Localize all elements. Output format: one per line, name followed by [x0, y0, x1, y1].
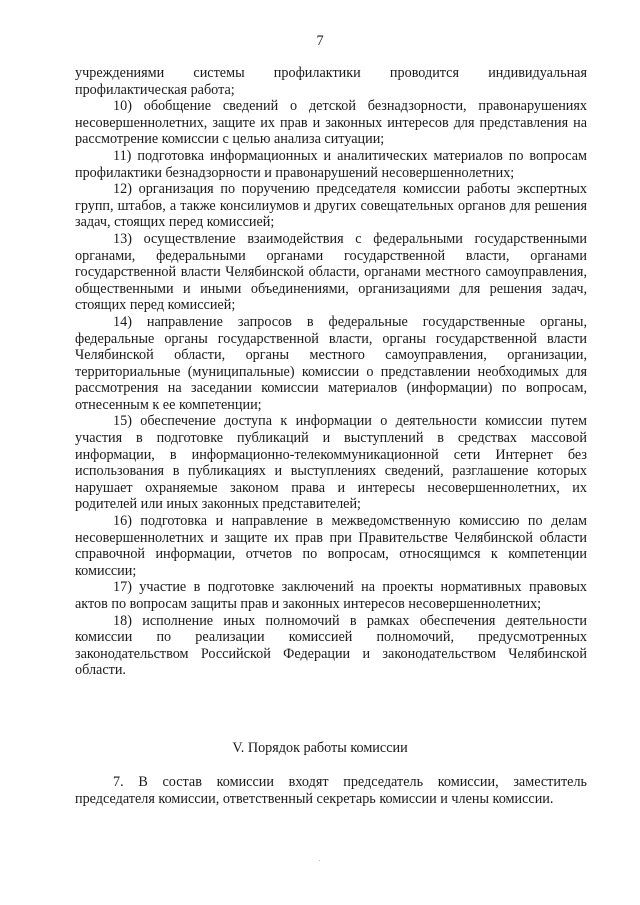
paragraph-7: 7. В состав комиссии входят председатель комиссии, заместитель председателя комиссии, ответственный секретарь комиссии и члены комиссии.	[75, 774, 587, 807]
paragraph-item-17: 17) участие в подготовке заключений на проекты нормативных правовых актов по вопросам защиты прав и законных интересов несовершеннолетних;	[75, 579, 587, 612]
paragraph-item-16: 16) подготовка и направление в межведомственную комиссию по делам несовершеннолетних и защите их прав при Правительстве Челябинской области справочной информации, отчетов по вопросам, относящимся к компетенции комиссии;	[75, 513, 587, 579]
body-text	[75, 65, 587, 679]
section-heading: V. Порядок работы комиссии	[232, 740, 408, 756]
paragraph-continuation: учреждениями системы профилактики проводится индивидуальная профилактическая работа;	[75, 65, 587, 98]
scan-speck	[319, 860, 320, 861]
paragraph-item-14: 14) направление запросов в федеральные государственные органы, федеральные органы государственной власти, органы государственной власти Челябинской области, органы местного самоуправления, организации, территориальные (муниципальные) комиссии о представлении необходимых для рассмотрения на заседании комиссии материалов (информации) по вопросам, отнесенным к ее компетенции;	[75, 313, 587, 413]
paragraph-item-18: 18) исполнение иных полномочий в рамках обеспечения деятельности комиссии по реализации комиссией полномочий, предусмотренных законодательством Российской Федерации и законодательством Челябинской области.	[75, 612, 587, 679]
paragraph-item-15: 15) обеспечение доступа к информации о деятельности комиссии путем участия в подготовке публикаций и выступлений в средствах массовой информации, в информационно-телекоммуникационной сети Интернет без использования в публикациях и выступлениях сведений, разглашение которых нарушает охраняемые законом права и интересы несовершеннолетних, их родителей или иных законных представителей;	[75, 413, 587, 513]
paragraph-item-11: 11) подготовка информационных и аналитических материалов по вопросам профилактики безнадзорности и правонарушений несовершеннолетних;	[75, 147, 587, 181]
page-number: 7	[316, 33, 324, 49]
paragraph-item-13: 13) осуществление взаимодействия с федеральными государственными органами, федеральными органами государственной власти, органами государственной власти Челябинской области, органами местного самоуправления, общественными и иными объединениями, организациями для решения задач, стоящих перед комиссией;	[75, 230, 587, 314]
paragraph-item-10: 10) обобщение сведений о детской безнадзорности, правонарушениях несовершеннолетних, защите их прав и законных интересов для представления на рассмотрение комиссии с целью анализа ситуации;	[75, 98, 587, 148]
paragraph-item-12: 12) организация по поручению председателя комиссии работы экспертных групп, штабов, а также консилиумов и других совещательных органов для решения задач, стоящих перед комиссией;	[75, 181, 587, 231]
